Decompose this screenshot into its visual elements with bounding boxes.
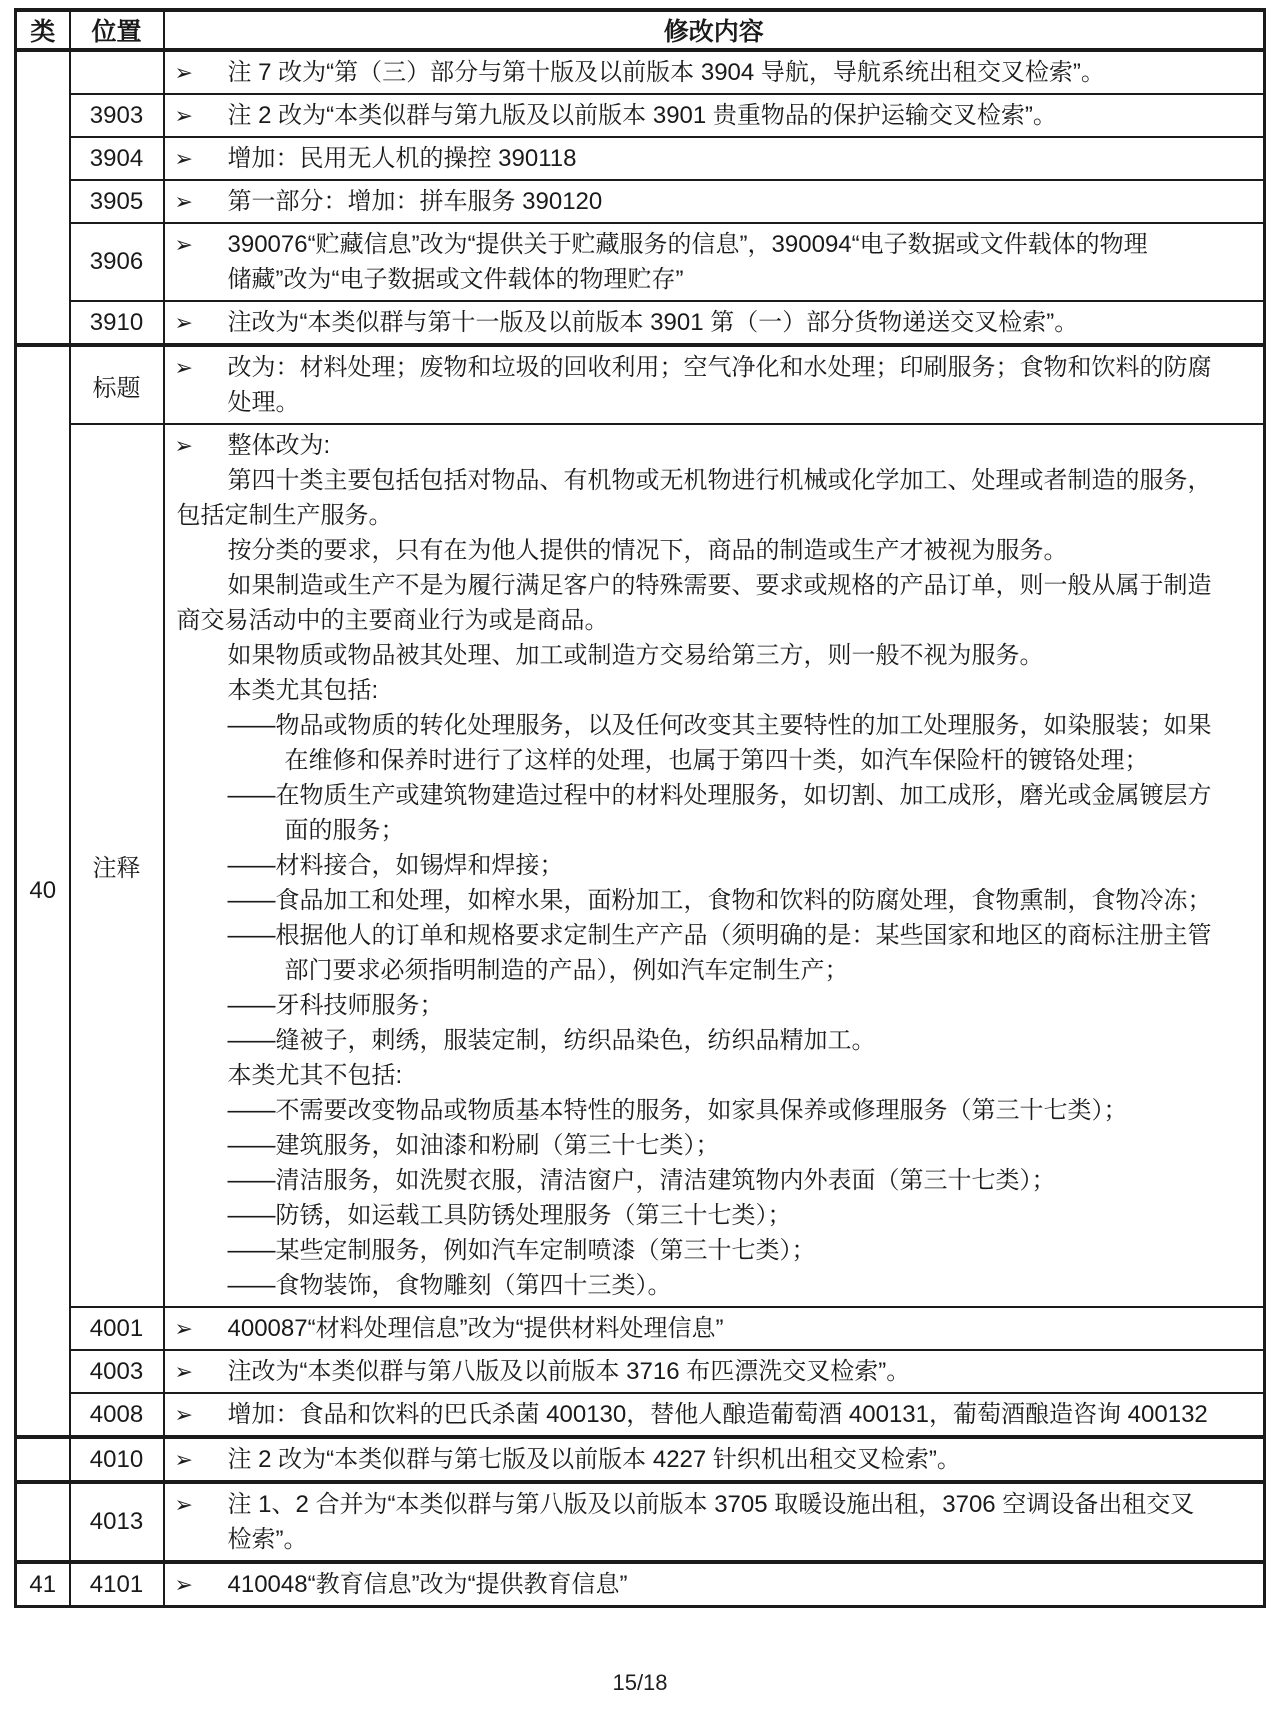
content-cell xyxy=(164,223,1265,301)
content-line xyxy=(165,428,1264,463)
content-text: 注 2 改为“本类似群与第七版及以前版本 4227 针织机出租交叉检索”。 xyxy=(227,1446,961,1473)
content-line xyxy=(165,988,1264,1023)
content-text: ——某些定制服务，例如汽车定制喷漆（第三十七类）； xyxy=(227,1237,816,1264)
content-line xyxy=(165,883,1264,918)
content-line xyxy=(165,603,1264,638)
content-line xyxy=(165,1233,1264,1268)
content-line xyxy=(165,498,1264,533)
header-class: 类 xyxy=(16,10,70,50)
position-cell: 4101 xyxy=(70,1562,164,1607)
content-text: ——物品或物质的转化处理服务，以及任何改变其主要特性的加工处理服务，如染服装；如果 xyxy=(227,712,1212,739)
content-text: 390076“贮藏信息”改为“提供关于贮藏服务的信息”，390094“电子数据或文件载体的物理 xyxy=(227,231,1148,258)
arrowhead-bullet-icon: ➢ xyxy=(174,1447,193,1472)
content-text: 在维修和保养时进行了这样的处理，也属于第四十类，如汽车保险杆的镀铬处理； xyxy=(284,747,1149,774)
content-cell xyxy=(164,1562,1265,1607)
arrowhead-bullet-icon: ➢ xyxy=(174,310,193,335)
table-row xyxy=(16,1562,1265,1607)
table-row xyxy=(16,1393,1265,1437)
arrowhead-bullet-icon: ➢ xyxy=(174,232,193,257)
content-text: ——根据他人的订单和规格要求定制生产产品（须明确的是：某些国家和地区的商标注册主管 xyxy=(227,922,1212,949)
content-line xyxy=(165,1093,1264,1128)
table-row xyxy=(16,223,1265,301)
content-line xyxy=(165,305,1264,340)
content-cell xyxy=(164,1482,1265,1562)
content-text: ——清洁服务，如洗熨衣服，清洁窗户，清洁建筑物内外表面（第三十七类）； xyxy=(227,1167,1056,1194)
position-cell: 3906 xyxy=(70,223,164,301)
content-text: 本类尤其包括: xyxy=(227,677,379,704)
content-text: 第一部分：增加：拼车服务 390120 xyxy=(227,188,603,215)
content-line xyxy=(165,638,1264,673)
content-text: ——牙科技师服务； xyxy=(227,992,444,1019)
content-text: ——材料接合，如锡焊和焊接； xyxy=(227,852,564,879)
table-row xyxy=(16,50,1265,94)
class-cell: 40 xyxy=(16,345,70,1437)
content-text: ——不需要改变物品或物质基本特性的服务，如家具保养或修理服务（第三十七类）； xyxy=(227,1097,1128,1124)
position-cell: 3904 xyxy=(70,137,164,180)
table-row xyxy=(16,1350,1265,1393)
class-cell xyxy=(16,1482,70,1562)
content-line xyxy=(165,184,1264,219)
arrowhead-bullet-icon: ➢ xyxy=(174,103,193,128)
content-line xyxy=(165,1487,1264,1522)
arrowhead-bullet-icon: ➢ xyxy=(174,1316,193,1341)
content-text: ——缝被子，刺绣，服装定制，纺织品染色，纺织品精加工。 xyxy=(227,1027,876,1054)
content-text: 储藏”改为“电子数据或文件载体的物理贮存” xyxy=(227,266,684,293)
content-text: 如果制造或生产不是为履行满足客户的特殊需要、要求或规格的产品订单，则一般从属于制造 xyxy=(227,572,1212,599)
content-text: 增加：民用无人机的操控 390118 xyxy=(227,145,577,172)
header-content: 修改内容 xyxy=(164,10,1265,50)
table-row xyxy=(16,1482,1265,1562)
table-row xyxy=(16,424,1265,1307)
content-line xyxy=(165,918,1264,953)
class-cell xyxy=(16,50,70,345)
content-cell xyxy=(164,180,1265,223)
class-cell xyxy=(16,1437,70,1482)
content-line xyxy=(165,1023,1264,1058)
content-text: 处理。 xyxy=(227,389,300,416)
table-row xyxy=(16,301,1265,345)
content-text: ——食物装饰，食物雕刻（第四十三类）。 xyxy=(227,1272,672,1299)
arrowhead-bullet-icon: ➢ xyxy=(174,1359,193,1384)
content-line xyxy=(165,743,1264,778)
content-line xyxy=(165,953,1264,988)
arrowhead-bullet-icon: ➢ xyxy=(174,189,193,214)
content-line xyxy=(165,568,1264,603)
content-line xyxy=(165,1442,1264,1477)
arrowhead-bullet-icon: ➢ xyxy=(174,433,193,458)
content-line xyxy=(165,1058,1264,1093)
table-row xyxy=(16,137,1265,180)
arrowhead-bullet-icon: ➢ xyxy=(174,1572,193,1597)
content-cell xyxy=(164,1307,1265,1350)
table-row xyxy=(16,94,1265,137)
content-line xyxy=(165,1397,1264,1432)
content-text: ——食品加工和处理，如榨水果，面粉加工，食物和饮料的防腐处理，食物熏制，食物冷冻； xyxy=(227,887,1212,914)
content-line xyxy=(165,1198,1264,1233)
position-cell: 4003 xyxy=(70,1350,164,1393)
arrowhead-bullet-icon: ➢ xyxy=(174,355,193,380)
content-cell xyxy=(164,1437,1265,1482)
position-cell: 3903 xyxy=(70,94,164,137)
table-body xyxy=(16,50,1265,1607)
content-cell xyxy=(164,301,1265,345)
position-cell: 3910 xyxy=(70,301,164,345)
content-cell xyxy=(164,345,1265,424)
content-line xyxy=(165,1128,1264,1163)
position-cell xyxy=(70,50,164,94)
content-text: 整体改为: xyxy=(227,432,331,459)
table-row xyxy=(16,180,1265,223)
content-line xyxy=(165,708,1264,743)
content-line xyxy=(165,1268,1264,1303)
page-number: 15/18 xyxy=(612,1670,668,1695)
content-cell xyxy=(164,1350,1265,1393)
table-header-row xyxy=(16,10,1265,50)
content-line xyxy=(165,141,1264,176)
content-text: 部门要求必须指明制造的产品），例如汽车定制生产； xyxy=(284,957,849,984)
content-cell xyxy=(164,50,1265,94)
position-cell: 注释 xyxy=(70,424,164,1307)
content-line xyxy=(165,813,1264,848)
content-line xyxy=(165,778,1264,813)
content-line xyxy=(165,673,1264,708)
content-text: 面的服务； xyxy=(284,817,405,844)
content-text: ——防锈，如运载工具防锈处理服务（第三十七类）； xyxy=(227,1202,792,1229)
content-text: 改为：材料处理；废物和垃圾的回收利用；空气净化和水处理；印刷服务；食物和饮料的防腐 xyxy=(227,354,1212,381)
content-text: 410048“教育信息”改为“提供教育信息” xyxy=(227,1571,628,1598)
header-position: 位置 xyxy=(70,10,164,50)
position-cell: 4001 xyxy=(70,1307,164,1350)
content-cell xyxy=(164,1393,1265,1437)
content-text: ——建筑服务，如油漆和粉刷（第三十七类）； xyxy=(227,1132,720,1159)
content-cell xyxy=(164,137,1265,180)
content-line xyxy=(165,385,1264,420)
revision-table xyxy=(14,8,1266,1608)
content-line xyxy=(165,350,1264,385)
content-text: ——在物质生产或建筑物建造过程中的材料处理服务，如切割、加工成形，磨光或金属镀层方 xyxy=(227,782,1212,809)
content-text: 商交易活动中的主要商业行为或是商品。 xyxy=(176,607,609,634)
content-cell xyxy=(164,424,1265,1307)
content-text: 注 2 改为“本类似群与第九版及以前版本 3901 贵重物品的保护运输交叉检索”。 xyxy=(227,102,1057,129)
table-row xyxy=(16,1437,1265,1482)
content-cell xyxy=(164,94,1265,137)
content-text: 如果物质或物品被其处理、加工或制造方交易给第三方，则一般不视为服务。 xyxy=(227,642,1044,669)
content-text: 注改为“本类似群与第八版及以前版本 3716 布匹漂洗交叉检索”。 xyxy=(227,1358,911,1385)
content-line xyxy=(165,463,1264,498)
position-cell: 标题 xyxy=(70,345,164,424)
content-text: 本类尤其不包括: xyxy=(227,1062,403,1089)
content-line xyxy=(165,1354,1264,1389)
content-text: 注改为“本类似群与第十一版及以前版本 3901 第（一）部分货物递送交叉检索”。 xyxy=(227,309,1079,336)
content-line xyxy=(165,1567,1264,1602)
content-text: 注 7 改为“第（三）部分与第十版及以前版本 3904 导航，导航系统出租交叉检索”。 xyxy=(227,59,1105,86)
document-page xyxy=(0,8,1280,1719)
table-row xyxy=(16,1307,1265,1350)
arrowhead-bullet-icon: ➢ xyxy=(174,1402,193,1427)
content-line xyxy=(165,98,1264,133)
content-line xyxy=(165,848,1264,883)
table-row xyxy=(16,345,1265,424)
content-line xyxy=(165,227,1264,262)
content-text: 包括定制生产服务。 xyxy=(176,502,393,529)
content-text: 注 1、2 合并为“本类似群与第八版及以前版本 3705 取暖设施出租，3706 空调设备出租交叉 xyxy=(227,1491,1195,1518)
position-cell: 4013 xyxy=(70,1482,164,1562)
content-line xyxy=(165,1311,1264,1346)
class-cell: 41 xyxy=(16,1562,70,1607)
content-text: 400087“材料处理信息”改为“提供材料处理信息” xyxy=(227,1315,724,1342)
content-text: 增加：食品和饮料的巴氏杀菌 400130，替他人酿造葡萄酒 400131，葡萄酒酿造咨询 400132 xyxy=(227,1401,1208,1428)
position-cell: 4010 xyxy=(70,1437,164,1482)
arrowhead-bullet-icon: ➢ xyxy=(174,146,193,171)
content-text: 第四十类主要包括包括对物品、有机物或无机物进行机械或化学加工、处理或者制造的服务， xyxy=(227,467,1212,494)
content-line xyxy=(165,533,1264,568)
content-text: 检索”。 xyxy=(227,1526,308,1553)
content-line xyxy=(165,262,1264,297)
position-cell: 4008 xyxy=(70,1393,164,1437)
content-line xyxy=(165,55,1264,90)
content-line xyxy=(165,1522,1264,1557)
position-cell: 3905 xyxy=(70,180,164,223)
content-line xyxy=(165,1163,1264,1198)
arrowhead-bullet-icon: ➢ xyxy=(174,1492,193,1517)
arrowhead-bullet-icon: ➢ xyxy=(174,60,193,85)
content-text: 按分类的要求，只有在为他人提供的情况下，商品的制造或生产才被视为服务。 xyxy=(227,537,1068,564)
